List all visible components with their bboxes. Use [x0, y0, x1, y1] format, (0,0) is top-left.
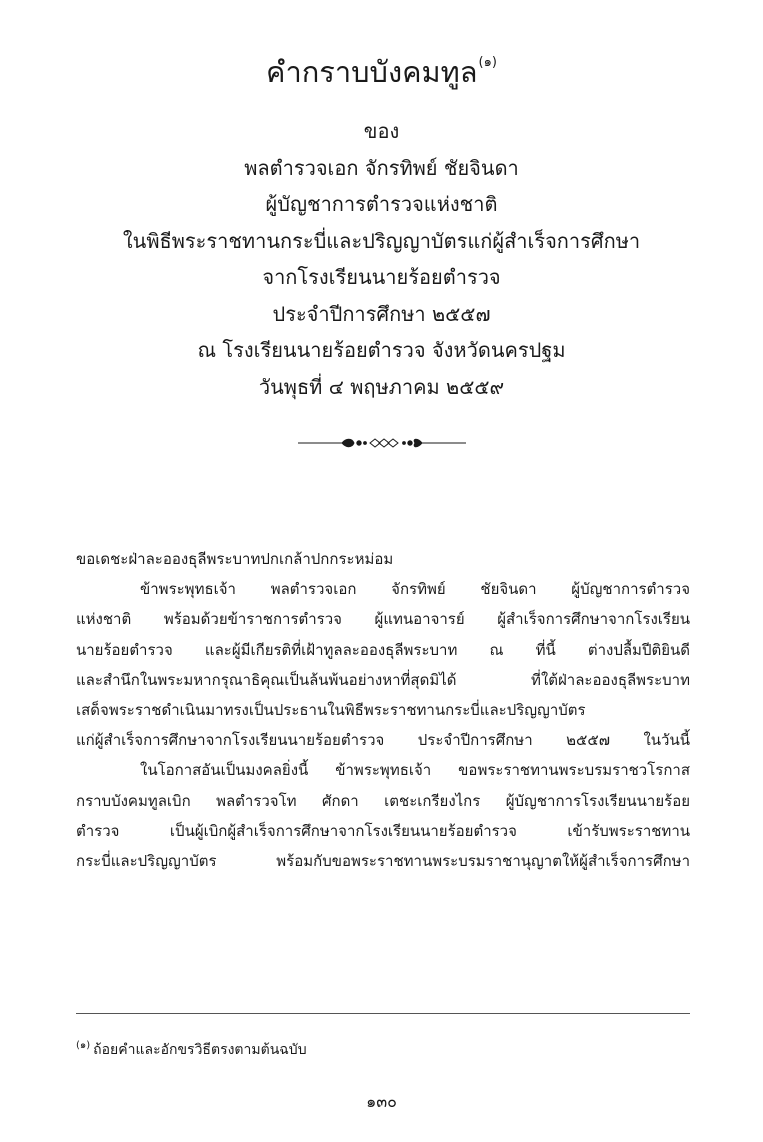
page-number: ๑๓๐ — [366, 1092, 397, 1111]
footnote — [76, 1035, 690, 1061]
heading-line-location: ณ โรงเรียนนายร้อยตำรวจ จังหวัดนครปฐม — [197, 338, 566, 362]
heading-line-of: ของ — [363, 119, 400, 143]
speech-body — [76, 544, 690, 876]
document-title — [0, 40, 763, 95]
heading-line-academic-year: ประจำปีการศึกษา ๒๕๕๗ — [272, 301, 491, 326]
paragraph-1-line: นายร้อยตำรวจ และผู้มีเกียรติที่เฝ้าทูลละอองธุลีพระบาท ณ ที่นี้ ต่างปลื้มปีติยินดี — [76, 640, 690, 659]
footnote-divider — [76, 1013, 690, 1014]
heading-line-position: ผู้บัญชาการตำรวจแห่งชาติ — [265, 192, 498, 216]
paragraph-1-line: และสำนึกในพระมหากรุณาธิคุณเป็นล้นพ้นอย่างหาที่สุดมิได้ ที่ใต้ฝ่าละอองธุลีพระบาท — [76, 670, 690, 689]
paragraph-2-line: กระบี่และปริญญาบัตร พร้อมกับขอพระราชทานพระบรมราชานุญาตให้ผู้สำเร็จการศึกษา — [76, 851, 690, 870]
heading-line-speaker: พลตำรวจเอก จักรทิพย์ ชัยจินดา — [244, 155, 519, 180]
heading-block — [0, 113, 763, 405]
footnote-text: ถ้อยคำและอักขรวิธีตรงตามต้นฉบับ — [93, 1042, 307, 1058]
heading-line-ceremony: ในพิธีพระราชทานกระบี่และปริญญาบัตรแก่ผู้สำเร็จการศึกษา — [122, 228, 641, 253]
title-text: คำกราบบังคมทูล — [266, 55, 478, 89]
heading-line-institution: จากโรงเรียนนายร้อยตำรวจ — [262, 265, 501, 289]
title-footnote-mark: (๑) — [478, 55, 497, 70]
paragraph-1-line: ข้าพระพุทธเจ้า พลตำรวจเอก จักรทิพย์ ชัยจินดา ผู้บัญชาการตำรวจ — [140, 580, 690, 599]
paragraph-2-line: ตำรวจ เป็นผู้เบิกผู้สำเร็จการศึกษาจากโรงเรียนนายร้อยตำรวจ เข้ารับพระราชทาน — [76, 821, 690, 840]
paragraph-1-line: แก่ผู้สำเร็จการศึกษาจากโรงเรียนนายร้อยตำรวจ ประจำปีการศึกษา ๒๕๕๗ ในวันนี้ — [76, 731, 690, 750]
paragraph-2-line: ในโอกาสอันเป็นมงคลยิ่งนี้ ข้าพระพุทธเจ้า ขอพระราชทานพระบรมราชวโรกาส — [140, 761, 690, 780]
paragraph-2-line: กราบบังคมทูลเบิก พลตำรวจโท ศักดา เตชะเกรียงไกร ผู้บัญชาการโรงเรียนนายร้อย — [76, 791, 690, 810]
flourish-divider-icon — [296, 433, 468, 453]
footnote-mark: (๑) — [76, 1040, 91, 1051]
heading-line-date: วันพุธที่ ๔ พฤษภาคม ๒๕๕๙ — [258, 374, 505, 399]
paragraph-1-line: แห่งชาติ พร้อมด้วยข้าราชการตำรวจ ผู้แทนอาจารย์ ผู้สำเร็จการศึกษาจากโรงเรียน — [76, 610, 690, 629]
salutation: ขอเดชะฝ่าละอองธุลีพระบาทปกเกล้าปกกระหม่อม — [76, 550, 394, 568]
paragraph-1-line: เสด็จพระราชดำเนินมาทรงเป็นประธานในพิธีพระราชทานกระบี่และปริญญาบัตร — [76, 700, 586, 719]
